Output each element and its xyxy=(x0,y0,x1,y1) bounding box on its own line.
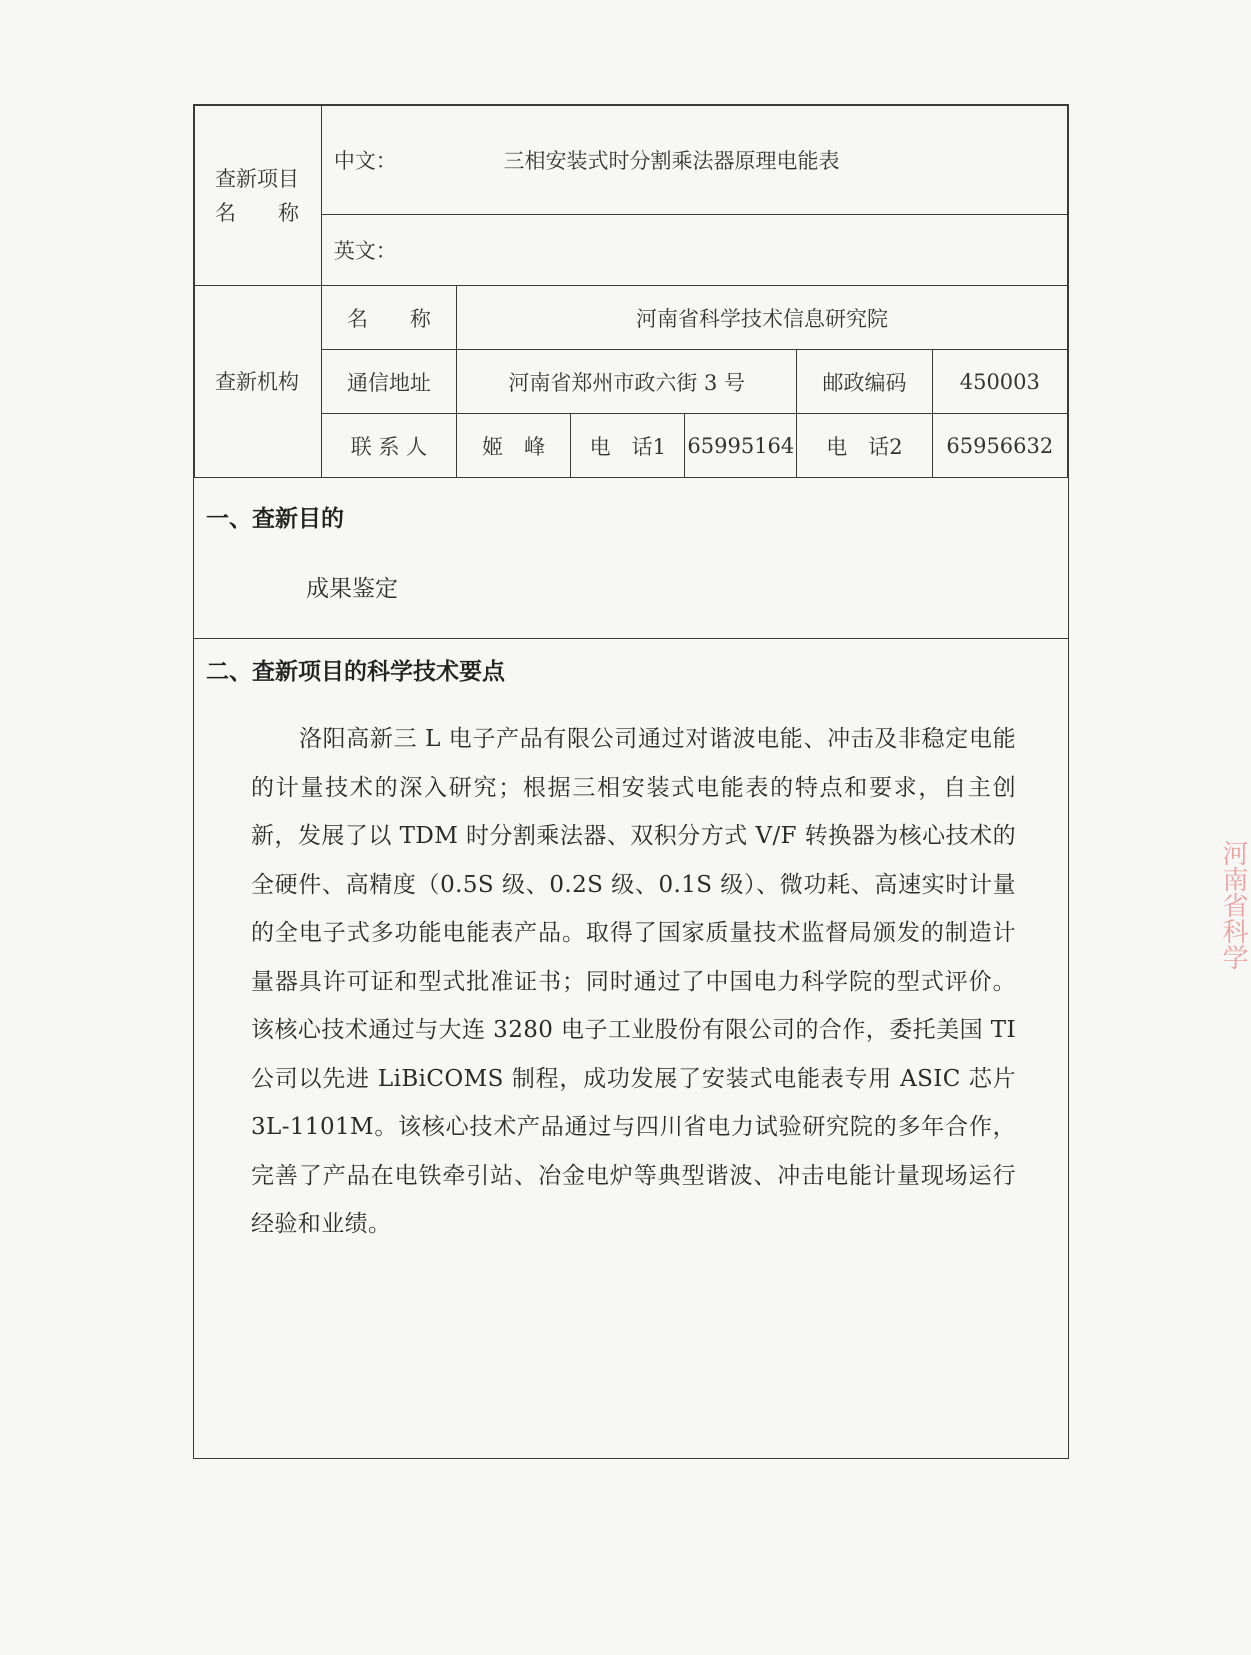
search-purpose-body: 成果鉴定 xyxy=(306,576,398,602)
zip-label: 邮政编码 xyxy=(797,350,932,414)
cn-title: 三相安装式时分割乘法器原理电能表 xyxy=(503,149,840,173)
org-name-value: 河南省科学技术信息研究院 xyxy=(457,286,1068,350)
zip-value: 450003 xyxy=(932,350,1067,414)
tel1-value: 65995164 xyxy=(685,414,797,478)
tech-points-heading: 二、查新项目的科学技术要点 xyxy=(206,659,505,685)
header-table xyxy=(194,105,1068,478)
cn-label: 中文： xyxy=(333,149,397,173)
cn-title-cell xyxy=(321,106,1067,215)
org-name-label: 名 称 xyxy=(321,286,456,350)
tech-points-section xyxy=(194,639,1068,1457)
address-value: 河南省郑州市政六街 3 号 xyxy=(457,350,797,414)
tech-points-body: 洛阳高新三 L 电子产品有限公司通过对谐波电能、冲击及非稳定电能的计量技术的深入研究；根据三相安装式电能表的特点和要求，自主创新，发展了以 TDM 时分割乘法器、双积分方式 V/F 转换器为核心技术的全硬件、高精度（0.5S 级、0.2S 级、0.1S 级）、微功耗、高速实时计量的全电子式多功能电能表产品。取得了国家质量技术监督局颁发的制造计量器具许可证和型式批准证书；同时通过了中国电力科学院的型式评价。该核心技术通过与大连 3280 电子工业股份有限公司的合作，委托美国 TI 公司以先进 LiBiCOMS 制程，成功发展了安装式电能表专用 ASIC 芯片 3L-1101M。该核心技术产品通过与四川省电力试验研究院的多年合作，完善了产品在电铁牵引站、冶金电炉等典型谐波、冲击电能计量现场运行经验和业绩。 xyxy=(251,726,1016,1237)
red-seal-stamp: 河南省科学 xyxy=(1218,840,1248,970)
address-label: 通信地址 xyxy=(321,350,456,414)
search-purpose-heading: 一、查新目的 xyxy=(206,506,344,532)
contact-label: 联 系 人 xyxy=(321,414,456,478)
tel2-value: 65956632 xyxy=(932,414,1067,478)
en-label: 英文： xyxy=(333,239,397,263)
search-purpose-section xyxy=(194,486,1068,639)
org-label: 查新机构 xyxy=(195,286,322,478)
novelty-search-form xyxy=(193,104,1069,1459)
en-title-cell xyxy=(321,215,1067,286)
tel1-label: 电 话1 xyxy=(571,414,685,478)
tel2-label: 电 话2 xyxy=(797,414,932,478)
contact-value: 姬 峰 xyxy=(457,414,571,478)
project-name-label: 查新项目 名 称 xyxy=(195,106,322,286)
